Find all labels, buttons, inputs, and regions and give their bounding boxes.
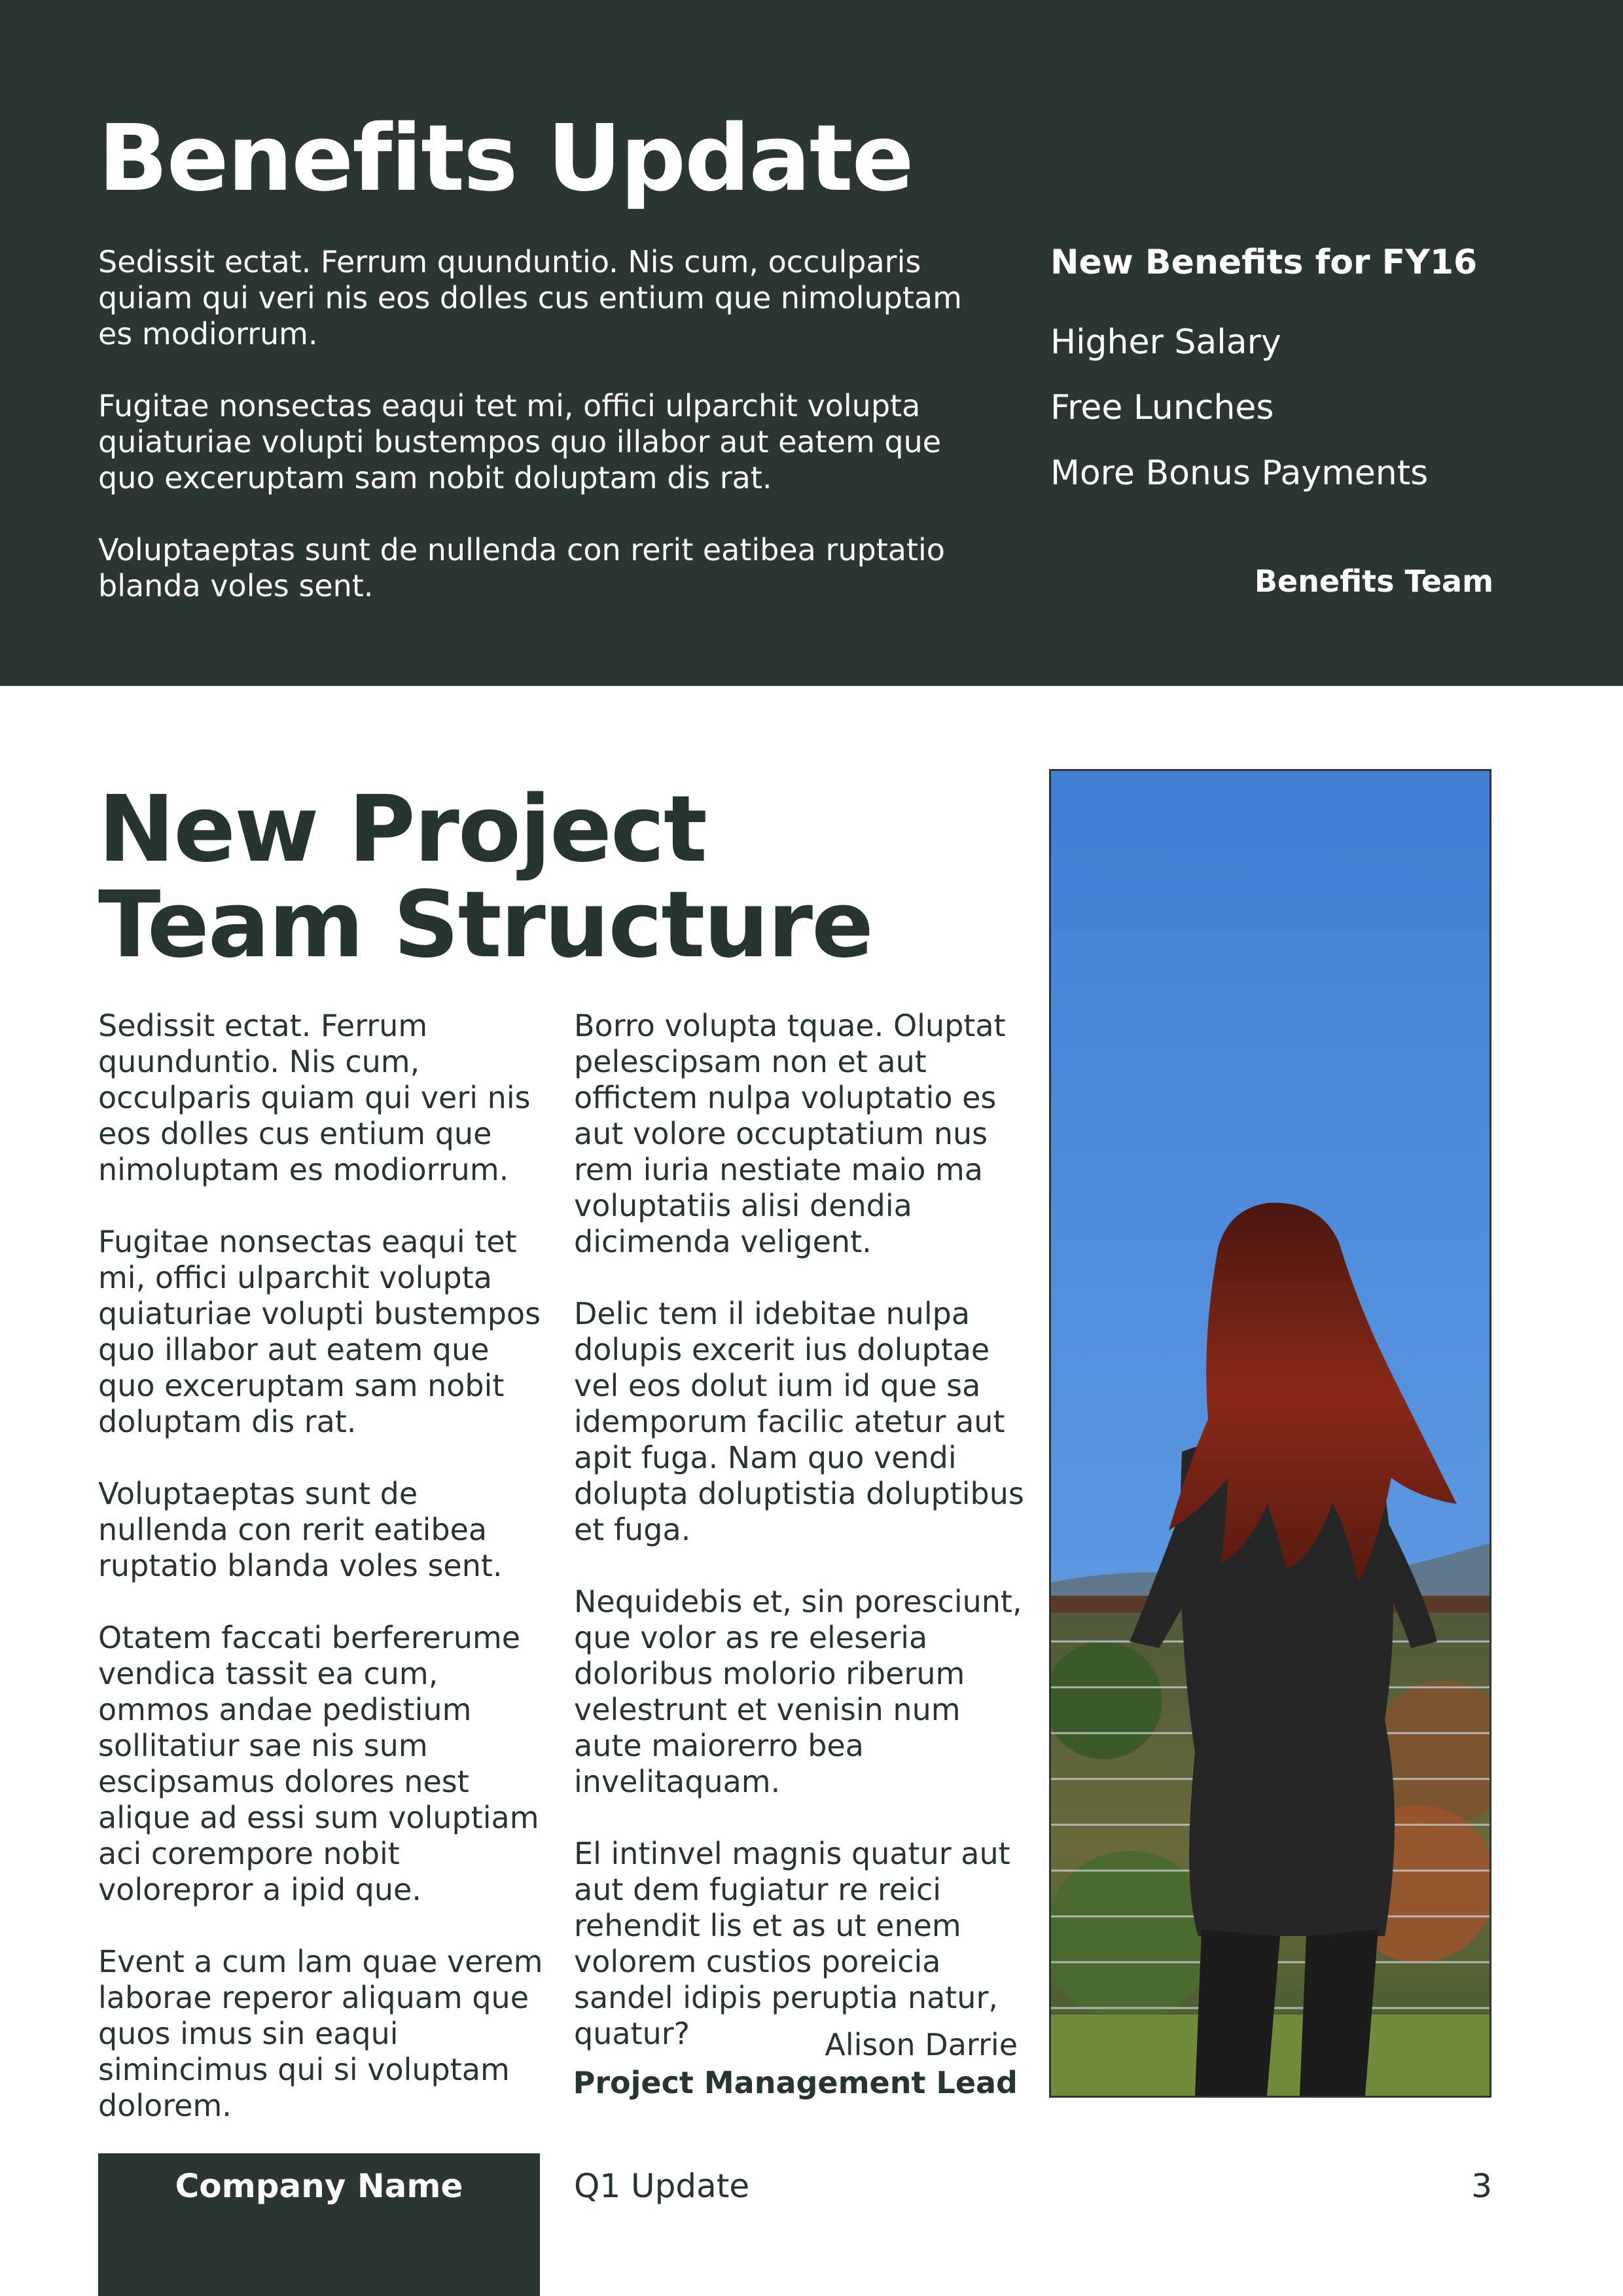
article-signature: [573, 2026, 1018, 2102]
project-title-line2: Team Structure: [98, 872, 872, 978]
benefits-title: Benefits Update: [98, 105, 913, 212]
article-column-right: [574, 1008, 1026, 2088]
article-paragraph: Sedissit ectat. Ferrum quunduntio. Nis cum, occulparis quiam qui veri nis eos dolles cus entium que nimoluptam es modiorrum.: [98, 1008, 531, 1187]
article-paragraph: Borro volupta tquae. Oluptat pelescipsam non et aut offictem nulpa voluptatio es aut volore occuptatium nus rem iuria nestiate maio ma voluptatiis alisi dendia dicimenda veligent.: [574, 1008, 1006, 1259]
article-paragraph: Fugitae nonsectas eaqui tet mi, offici ulparchit volupta quiaturiae volupti bustempos quo illabor aut eatem que quo exceruptam sam nobit doluptam dis rat.: [98, 1224, 541, 1439]
signature-role: Project Management Lead: [573, 2065, 1018, 2100]
benefits-signature: Benefits Team: [1254, 564, 1493, 599]
article-column-left: [98, 1008, 550, 2160]
photo-illustration: [1051, 771, 1489, 2096]
benefits-paragraph: Voluptaeptas sunt de nullenda con rerit eatibea ruptatio blanda voles sent.: [98, 532, 945, 603]
signature-name: Alison Darrie: [825, 2027, 1018, 2062]
footer-update-label: Q1 Update: [574, 2167, 750, 2205]
benefits-paragraph: Fugitae nonsectas eaqui tet mi, offici ulparchit volupta quiaturiae volupti bustempos quo illabor aut eatem que quo exceruptam sam nobit doluptam dis rat.: [98, 388, 942, 495]
article-paragraph: El intinvel magnis quatur aut aut dem fugiatur re reici rehendit lis et as ut enem volorem custios poreicia sandel idipis peruptia natur, quatur?: [574, 1836, 1010, 2051]
article-paragraph: Voluptaeptas sunt de nullenda con rerit eatibea ruptatio blanda voles sent.: [98, 1476, 503, 1583]
benefits-list-title: New Benefits for FY16: [1050, 243, 1478, 282]
project-title: [98, 776, 1014, 978]
article-photo: [1049, 769, 1491, 2098]
article-paragraph: Nequidebis et, sin poresciunt, que volor as re eleseria doloribus molorio riberum velestrunt et venisin num aute maiorerro bea invelitaquam.: [574, 1584, 1022, 1799]
article-paragraph: Delic tem il idebitae nulpa dolupis excerit ius doluptae vel eos dolut ium id que sa idemporum facilic atetur aut apit fuga. Nam quo vendi dolupta doluptistia doluptibus et fuga.: [574, 1296, 1024, 1547]
project-title-line1: New Project: [98, 776, 706, 883]
benefits-list-item: More Bonus Payments: [1050, 454, 1429, 493]
benefits-list-item: Higher Salary: [1050, 323, 1281, 362]
benefits-list: [1050, 322, 1428, 518]
benefits-list-item: Free Lunches: [1050, 388, 1274, 427]
article-paragraph: Event a cum lam quae verem laborae reperor aliquam que quos imus sin eaqui simincimus qui si voluptam dolorem.: [98, 1944, 543, 2123]
benefits-paragraph: Sedissit ectat. Ferrum quunduntio. Nis cum, occulparis quiam qui veri nis eos dolles cus entium que nimoluptam es modiorrum.: [98, 244, 962, 351]
benefits-body: [98, 244, 988, 640]
footer-company-name: Company Name: [175, 2167, 463, 2205]
article-paragraph: Otatem faccati berfererume vendica tassit ea cum, ommos andae pedistium sollitatiur sae nis sum escipsamus dolores nest alique ad essi sum voluptiam aci corempore nobit volorepror a ipid que.: [98, 1620, 539, 1907]
page-number: 3: [1471, 2167, 1492, 2205]
